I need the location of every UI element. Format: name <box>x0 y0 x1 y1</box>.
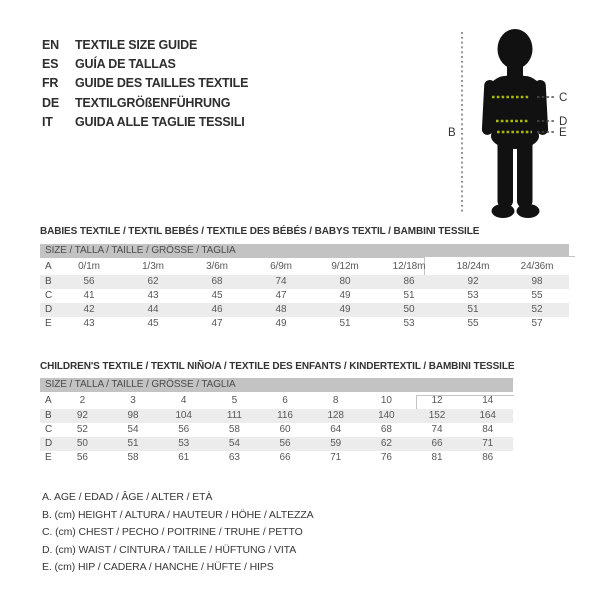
babies-table-rows <box>40 258 569 331</box>
children-size-value-cell: 86 <box>482 452 494 463</box>
babies-size-value-cell: 49 <box>339 290 351 301</box>
babies-size-value-cell: 74 <box>275 276 287 287</box>
language-item <box>42 94 248 113</box>
children-table-rows <box>40 392 513 465</box>
babies-row-label: C <box>45 290 53 301</box>
babies-size-value-cell: 53 <box>467 290 479 301</box>
legend-item: D. (cm) WAIST / CINTURA / TAILLE / HÜFTUNG / VITA <box>42 543 297 556</box>
babies-table-row <box>40 258 569 275</box>
children-size-value-cell: 53 <box>178 438 190 449</box>
children-size-value-cell: 62 <box>380 438 392 449</box>
children-size-col-header: 10 <box>380 395 392 406</box>
children-size-value-cell: 68 <box>380 424 392 435</box>
children-size-value-cell: 76 <box>380 452 392 463</box>
children-row-label: C <box>45 424 53 435</box>
language-title: TEXTILE SIZE GUIDE <box>75 38 198 52</box>
babies-row-label: E <box>45 318 52 329</box>
children-size-value-cell: 152 <box>428 410 446 421</box>
language-title: GUÍA DE TALLAS <box>75 57 176 72</box>
children-table-row <box>40 437 513 451</box>
babies-size-value-cell: 43 <box>147 290 159 301</box>
language-code: DE <box>42 95 59 110</box>
babies-size-value-cell: 51 <box>467 304 479 315</box>
children-size-value-cell: 84 <box>482 424 494 435</box>
language-title: GUIDA ALLE TAGLIE TESSILI <box>75 114 245 129</box>
children-size-value-cell: 58 <box>127 452 139 463</box>
babies-size-value-cell: 55 <box>467 318 479 329</box>
children-size-value-cell: 60 <box>279 424 291 435</box>
babies-size-value-cell: 55 <box>531 290 543 301</box>
children-row-label: E <box>45 452 52 463</box>
babies-size-value-cell: 44 <box>147 304 159 315</box>
babies-size-value-cell: 42 <box>83 304 95 315</box>
children-table-row <box>40 392 513 409</box>
language-title: GUIDE DES TAILLES TEXTILE <box>75 76 249 91</box>
children-row-label: A <box>45 395 52 406</box>
children-table-row <box>40 423 513 437</box>
language-block <box>42 36 248 132</box>
language-item <box>42 113 248 132</box>
language-code: EN <box>42 38 59 52</box>
children-size-value-cell: 56 <box>178 424 190 435</box>
babies-size-value-cell: 56 <box>83 276 95 287</box>
children-size-col-header: 14 <box>482 395 494 406</box>
babies-size-col-header: 0/1m <box>78 261 100 272</box>
height-label: B <box>448 127 456 139</box>
babies-size-col-header: 6/9m <box>270 261 292 272</box>
babies-size-col-header: 12/18m <box>392 261 426 272</box>
babies-row-label: D <box>45 304 53 315</box>
children-size-value-cell: 81 <box>431 452 443 463</box>
babies-table-row <box>40 317 569 331</box>
children-size-value-cell: 104 <box>175 410 192 421</box>
waist-label: D <box>559 116 568 128</box>
babies-size-value-cell: 68 <box>211 276 223 287</box>
measurement-legend <box>42 489 314 577</box>
babies-table-row <box>40 303 569 317</box>
children-size-value-cell: 64 <box>330 424 342 435</box>
children-size-col-header: 8 <box>332 395 339 406</box>
children-size-value-cell: 128 <box>327 410 344 421</box>
children-size-value-cell: 54 <box>228 438 240 449</box>
children-size-col-header: 4 <box>180 395 187 406</box>
babies-table-title: BABIES TEXTILE / TEXTIL BEBÉS / TEXTILE DES BÉBÉS / BABYS TEXTIL / BAMBINI TESSILE <box>40 226 480 237</box>
children-size-col-header: 3 <box>130 395 136 406</box>
children-size-value-cell: 50 <box>76 438 88 449</box>
language-item <box>42 55 248 74</box>
children-size-header-bar: SIZE / TALLA / TAILLE / GRÖSSE / TAGLIA <box>40 378 513 392</box>
children-size-col-header: 5 <box>231 395 238 406</box>
babies-size-value-cell: 86 <box>403 276 415 287</box>
babies-table-row <box>40 275 569 289</box>
children-size-col-header: 6 <box>282 395 288 406</box>
babies-size-value-cell: 57 <box>531 318 543 329</box>
children-size-value-cell: 74 <box>431 424 443 435</box>
children-size-value-cell: 116 <box>277 410 293 421</box>
children-table-title: CHILDREN'S TEXTILE / TEXTIL NIÑO/A / TEXTILE DES ENFANTS / KINDERTEXTIL / BAMBINI TESSILE <box>40 361 515 372</box>
babies-size-value-cell: 43 <box>83 318 95 329</box>
children-row-label: B <box>45 410 52 421</box>
language-item <box>42 74 248 93</box>
babies-size-value-cell: 50 <box>403 304 415 315</box>
children-row-label: D <box>45 438 53 449</box>
babies-size-col-header: 24/36m <box>520 261 554 272</box>
language-code: IT <box>42 114 53 129</box>
babies-size-value-cell: 98 <box>531 276 543 287</box>
babies-size-value-cell: 51 <box>339 318 351 329</box>
legend-item: E. (cm) HIP / CADERA / HANCHE / HÜFTE / HIPS <box>42 561 274 573</box>
language-title: TEXTILGRÖßENFÜHRUNG <box>75 95 231 110</box>
children-size-value-cell: 111 <box>226 410 242 421</box>
children-size-value-cell: 56 <box>279 438 291 449</box>
babies-size-value-cell: 45 <box>211 290 223 301</box>
children-size-col-header: 12 <box>431 395 443 406</box>
legend-item: C. (cm) CHEST / PECHO / POITRINE / TRUHE / PETTO <box>42 526 303 538</box>
babies-row-label: A <box>45 261 52 272</box>
language-code: FR <box>42 76 59 91</box>
babies-row-label: B <box>45 276 52 287</box>
size-figure-svg <box>435 10 595 230</box>
children-size-value-cell: 98 <box>127 410 139 421</box>
child-silhouette-icon <box>482 29 549 218</box>
babies-size-value-cell: 80 <box>339 276 351 287</box>
children-size-value-cell: 52 <box>76 424 88 435</box>
children-size-value-cell: 58 <box>228 424 240 435</box>
babies-size-value-cell: 52 <box>531 304 543 315</box>
babies-size-value-cell: 45 <box>147 318 159 329</box>
babies-size-col-header: 9/12m <box>331 261 359 272</box>
children-size-value-cell: 59 <box>330 438 342 449</box>
children-table-row <box>40 451 513 465</box>
hip-label: E <box>559 127 567 139</box>
children-size-value-cell: 54 <box>127 424 139 435</box>
legend-item: A. AGE / EDAD / ÂGE / ALTER / ETÀ <box>42 491 213 503</box>
children-size-value-cell: 140 <box>378 410 395 421</box>
babies-size-col-header: 18/24m <box>456 261 490 272</box>
legend-item: B. (cm) HEIGHT / ALTURA / HAUTEUR / HÖHE / ALTEZZA <box>42 508 314 521</box>
children-table-row <box>40 409 513 423</box>
babies-size-col-header: 3/6m <box>206 261 228 272</box>
babies-size-col-header: 1/3m <box>142 261 164 272</box>
language-code: ES <box>42 57 59 72</box>
children-size-value-cell: 164 <box>479 410 496 421</box>
babies-size-header-bar: SIZE / TALLA / TAILLE / GRÖSSE / TAGLIA <box>40 244 569 258</box>
children-size-value-cell: 71 <box>482 438 494 449</box>
children-size-col-header: 2 <box>79 395 86 406</box>
babies-size-value-cell: 41 <box>83 290 95 301</box>
babies-size-value-cell: 47 <box>275 290 287 301</box>
babies-size-value-cell: 48 <box>275 304 287 315</box>
babies-size-value-cell: 49 <box>339 304 351 315</box>
children-size-value-cell: 71 <box>330 452 342 463</box>
language-item <box>42 36 248 55</box>
babies-size-value-cell: 62 <box>147 276 159 287</box>
babies-size-value-cell: 92 <box>467 276 479 287</box>
babies-size-value-cell: 53 <box>403 318 415 329</box>
children-size-value-cell: 66 <box>279 452 291 463</box>
babies-size-value-cell: 47 <box>211 318 223 329</box>
children-size-value-cell: 92 <box>76 410 88 421</box>
children-size-table <box>40 378 513 465</box>
chest-label: C <box>559 92 568 104</box>
children-size-value-cell: 66 <box>431 438 443 449</box>
babies-size-value-cell: 49 <box>275 318 287 329</box>
children-size-value-cell: 56 <box>76 452 88 463</box>
size-figure <box>435 10 595 230</box>
babies-size-value-cell: 51 <box>403 290 415 301</box>
babies-size-value-cell: 46 <box>211 304 223 315</box>
babies-size-table <box>40 244 569 331</box>
children-size-value-cell: 63 <box>228 452 240 463</box>
children-size-value-cell: 51 <box>127 438 139 449</box>
babies-table-row <box>40 289 569 303</box>
children-size-value-cell: 61 <box>178 452 190 463</box>
